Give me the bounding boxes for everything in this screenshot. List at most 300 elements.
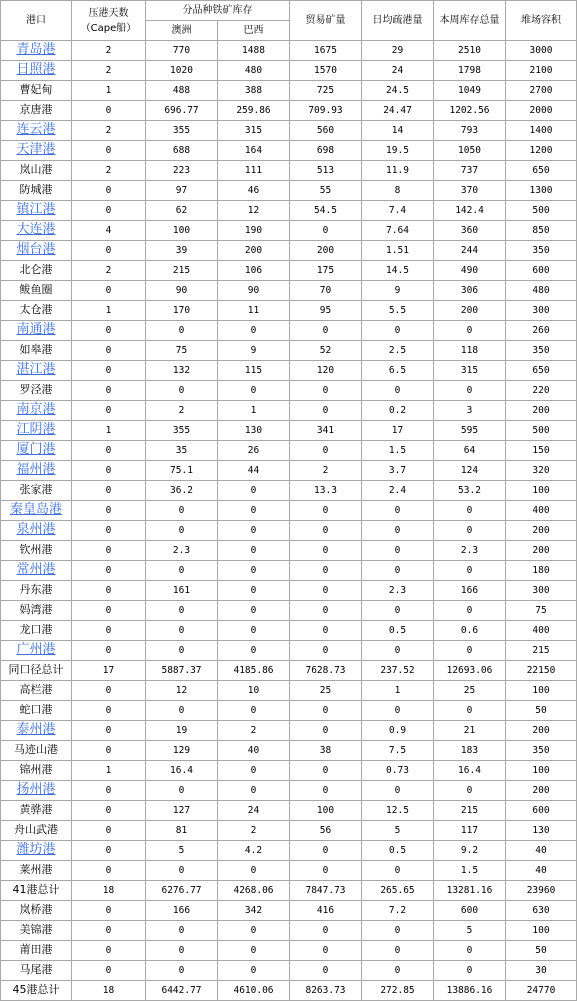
australia-cell: 0 <box>146 561 218 581</box>
days-cell: 0 <box>72 321 146 341</box>
weekly-total-cell: 13281.16 <box>434 881 506 901</box>
table-row <box>1 781 577 801</box>
table-row <box>1 921 577 941</box>
daily-clear-cell: 7.64 <box>362 221 434 241</box>
trade-ore-cell: 0 <box>290 941 362 961</box>
table-row <box>1 141 577 161</box>
yard-capacity-cell: 850 <box>506 221 577 241</box>
port-label[interactable]: 烟台港 <box>16 242 56 257</box>
daily-clear-cell: 265.65 <box>362 881 434 901</box>
port-name <box>1 801 72 821</box>
days-cell: 2 <box>72 41 146 61</box>
trade-ore-cell: 0 <box>290 321 362 341</box>
trade-ore-cell: 25 <box>290 681 362 701</box>
australia-cell: 0 <box>146 921 218 941</box>
yard-capacity-cell: 22150 <box>506 661 577 681</box>
trade-ore-cell: 7847.73 <box>290 881 362 901</box>
daily-clear-cell: 1 <box>362 681 434 701</box>
brazil-cell: 0 <box>218 601 290 621</box>
weekly-total-cell: 315 <box>434 361 506 381</box>
daily-clear-cell: 0 <box>362 601 434 621</box>
daily-clear-cell: 0.5 <box>362 621 434 641</box>
brazil-cell: 90 <box>218 281 290 301</box>
port-link[interactable] <box>1 421 72 441</box>
brazil-cell: 0 <box>218 921 290 941</box>
trade-ore-cell: 0 <box>290 641 362 661</box>
days-cell: 0 <box>72 461 146 481</box>
yard-capacity-cell: 1200 <box>506 141 577 161</box>
daily-clear-cell: 17 <box>362 421 434 441</box>
brazil-cell: 0 <box>218 521 290 541</box>
header-daily-clear: 日均疏港量 <box>362 1 434 41</box>
days-cell: 0 <box>72 361 146 381</box>
yard-capacity-cell: 150 <box>506 441 577 461</box>
trade-ore-cell: 0 <box>290 501 362 521</box>
australia-cell: 75.1 <box>146 461 218 481</box>
australia-cell: 215 <box>146 261 218 281</box>
table-row <box>1 981 577 1001</box>
brazil-cell: 2 <box>218 821 290 841</box>
brazil-cell: 0 <box>218 621 290 641</box>
brazil-cell: 0 <box>218 781 290 801</box>
port-label: 岚桥港 <box>19 903 53 916</box>
port-link[interactable] <box>1 641 72 661</box>
port-label[interactable]: 扬州港 <box>16 782 56 797</box>
brazil-cell: 130 <box>218 421 290 441</box>
trade-ore-cell: 0 <box>290 561 362 581</box>
days-cell: 0 <box>72 401 146 421</box>
weekly-total-cell: 0 <box>434 381 506 401</box>
port-link[interactable] <box>1 781 72 801</box>
port-label[interactable]: 大连港 <box>16 222 56 237</box>
days-cell: 0 <box>72 581 146 601</box>
weekly-total-cell: 370 <box>434 181 506 201</box>
table-row <box>1 661 577 681</box>
australia-cell: 100 <box>146 221 218 241</box>
table-row <box>1 801 577 821</box>
yard-capacity-cell: 400 <box>506 501 577 521</box>
port-link[interactable] <box>1 241 72 261</box>
port-link[interactable] <box>1 501 72 521</box>
australia-cell: 1020 <box>146 61 218 81</box>
yard-capacity-cell: 50 <box>506 941 577 961</box>
days-cell: 0 <box>72 781 146 801</box>
port-name <box>1 921 72 941</box>
port-label[interactable]: 秦皇岛港 <box>9 502 62 517</box>
daily-clear-cell: 0 <box>362 701 434 721</box>
daily-clear-cell: 12.5 <box>362 801 434 821</box>
weekly-total-cell: 0 <box>434 321 506 341</box>
australia-cell: 62 <box>146 201 218 221</box>
yard-capacity-cell: 220 <box>506 381 577 401</box>
daily-clear-cell: 9 <box>362 281 434 301</box>
trade-ore-cell: 0 <box>290 441 362 461</box>
port-label: 太仓港 <box>19 303 53 316</box>
port-label: 丹东港 <box>19 583 53 596</box>
trade-ore-cell: 0 <box>290 401 362 421</box>
port-name <box>1 941 72 961</box>
port-link[interactable] <box>1 41 72 61</box>
weekly-total-cell: 793 <box>434 121 506 141</box>
australia-cell: 16.4 <box>146 761 218 781</box>
port-name <box>1 101 72 121</box>
port-link[interactable] <box>1 521 72 541</box>
brazil-cell: 0 <box>218 701 290 721</box>
table-row <box>1 161 577 181</box>
header-inventory-group: 分品种铁矿库存 <box>146 1 290 21</box>
brazil-cell: 1 <box>218 401 290 421</box>
australia-cell: 0 <box>146 501 218 521</box>
port-label[interactable]: 厦门港 <box>16 442 56 457</box>
daily-clear-cell: 29 <box>362 41 434 61</box>
port-name <box>1 481 72 501</box>
daily-clear-cell: 7.4 <box>362 201 434 221</box>
port-link[interactable] <box>1 441 72 461</box>
yard-capacity-cell: 1300 <box>506 181 577 201</box>
yard-capacity-cell: 2000 <box>506 101 577 121</box>
days-cell: 1 <box>72 81 146 101</box>
days-cell: 0 <box>72 201 146 221</box>
daily-clear-cell: 0 <box>362 321 434 341</box>
yard-capacity-cell: 30 <box>506 961 577 981</box>
port-label: 如皋港 <box>19 343 53 356</box>
port-label[interactable]: 镇江港 <box>16 202 56 217</box>
table-row <box>1 761 577 781</box>
days-cell: 0 <box>72 961 146 981</box>
port-label[interactable]: 青岛港 <box>16 42 56 57</box>
australia-cell: 355 <box>146 121 218 141</box>
port-link[interactable] <box>1 461 72 481</box>
yard-capacity-cell: 75 <box>506 601 577 621</box>
yard-capacity-cell: 100 <box>506 681 577 701</box>
daily-clear-cell: 19.5 <box>362 141 434 161</box>
trade-ore-cell: 0 <box>290 221 362 241</box>
australia-cell: 488 <box>146 81 218 101</box>
port-link[interactable] <box>1 61 72 81</box>
daily-clear-cell: 11.9 <box>362 161 434 181</box>
port-link[interactable] <box>1 141 72 161</box>
port-name <box>1 181 72 201</box>
weekly-total-cell: 0 <box>434 701 506 721</box>
brazil-cell: 0 <box>218 561 290 581</box>
daily-clear-cell: 2.3 <box>362 581 434 601</box>
header-brazil: 巴西 <box>218 21 290 41</box>
port-label[interactable]: 常州港 <box>16 562 56 577</box>
weekly-total-cell: 215 <box>434 801 506 821</box>
australia-cell: 5887.37 <box>146 661 218 681</box>
port-link[interactable] <box>1 841 72 861</box>
brazil-cell: 259.86 <box>218 101 290 121</box>
port-name <box>1 901 72 921</box>
brazil-cell: 11 <box>218 301 290 321</box>
port-name <box>1 821 72 841</box>
yard-capacity-cell: 200 <box>506 721 577 741</box>
brazil-cell: 0 <box>218 481 290 501</box>
port-label: 张家港 <box>19 483 53 496</box>
yard-capacity-cell: 480 <box>506 281 577 301</box>
port-label: 莱州港 <box>19 863 53 876</box>
table-row <box>1 41 577 61</box>
port-label: 钦州港 <box>19 543 53 556</box>
days-cell: 18 <box>72 981 146 1001</box>
trade-ore-cell: 52 <box>290 341 362 361</box>
daily-clear-cell: 0.73 <box>362 761 434 781</box>
port-link[interactable] <box>1 361 72 381</box>
days-cell: 17 <box>72 661 146 681</box>
yard-capacity-cell: 100 <box>506 481 577 501</box>
australia-cell: 132 <box>146 361 218 381</box>
port-name <box>1 81 72 101</box>
australia-cell: 0 <box>146 321 218 341</box>
port-name <box>1 381 72 401</box>
weekly-total-cell: 16.4 <box>434 761 506 781</box>
australia-cell: 81 <box>146 821 218 841</box>
weekly-total-cell: 142.4 <box>434 201 506 221</box>
daily-clear-cell: 0 <box>362 921 434 941</box>
weekly-total-cell: 0 <box>434 521 506 541</box>
brazil-cell: 111 <box>218 161 290 181</box>
table-body <box>1 41 577 1001</box>
table-row <box>1 201 577 221</box>
days-cell: 0 <box>72 501 146 521</box>
yard-capacity-cell: 650 <box>506 361 577 381</box>
port-link[interactable] <box>1 561 72 581</box>
australia-cell: 688 <box>146 141 218 161</box>
port-name <box>1 861 72 881</box>
port-name <box>1 761 72 781</box>
trade-ore-cell: 95 <box>290 301 362 321</box>
yard-capacity-cell: 40 <box>506 861 577 881</box>
yard-capacity-cell: 200 <box>506 521 577 541</box>
daily-clear-cell: 1.5 <box>362 441 434 461</box>
daily-clear-cell: 0 <box>362 381 434 401</box>
australia-cell: 355 <box>146 421 218 441</box>
weekly-total-cell: 600 <box>434 901 506 921</box>
australia-cell: 5 <box>146 841 218 861</box>
weekly-total-cell: 595 <box>434 421 506 441</box>
table-row <box>1 341 577 361</box>
table-row <box>1 381 577 401</box>
australia-cell: 0 <box>146 601 218 621</box>
daily-clear-cell: 237.52 <box>362 661 434 681</box>
australia-cell: 75 <box>146 341 218 361</box>
trade-ore-cell: 416 <box>290 901 362 921</box>
days-cell: 0 <box>72 921 146 941</box>
daily-clear-cell: 0 <box>362 961 434 981</box>
table-row <box>1 101 577 121</box>
port-name <box>1 681 72 701</box>
port-label: 罗泾港 <box>19 383 53 396</box>
port-label: 北仑港 <box>19 263 53 276</box>
port-label[interactable]: 日照港 <box>16 62 56 77</box>
daily-clear-cell: 272.85 <box>362 981 434 1001</box>
brazil-cell: 0 <box>218 501 290 521</box>
australia-cell: 0 <box>146 641 218 661</box>
daily-clear-cell: 5.5 <box>362 301 434 321</box>
trade-ore-cell: 513 <box>290 161 362 181</box>
yard-capacity-cell: 300 <box>506 301 577 321</box>
trade-ore-cell: 13.3 <box>290 481 362 501</box>
brazil-cell: 4185.86 <box>218 661 290 681</box>
table-row <box>1 221 577 241</box>
weekly-total-cell: 13886.16 <box>434 981 506 1001</box>
weekly-total-cell: 244 <box>434 241 506 261</box>
yard-capacity-cell: 1400 <box>506 121 577 141</box>
trade-ore-cell: 8263.73 <box>290 981 362 1001</box>
port-label[interactable]: 广州港 <box>16 642 56 657</box>
yard-capacity-cell: 200 <box>506 541 577 561</box>
yard-capacity-cell: 500 <box>506 421 577 441</box>
yard-capacity-cell: 180 <box>506 561 577 581</box>
weekly-total-cell: 737 <box>434 161 506 181</box>
yard-capacity-cell: 320 <box>506 461 577 481</box>
brazil-cell: 0 <box>218 541 290 561</box>
weekly-total-cell: 0 <box>434 501 506 521</box>
port-label[interactable]: 泰州港 <box>16 722 56 737</box>
trade-ore-cell: 54.5 <box>290 201 362 221</box>
trade-ore-cell: 709.93 <box>290 101 362 121</box>
port-link[interactable] <box>1 401 72 421</box>
trade-ore-cell: 56 <box>290 821 362 841</box>
australia-cell: 0 <box>146 941 218 961</box>
yard-capacity-cell: 2100 <box>506 61 577 81</box>
port-label[interactable]: 连云港 <box>16 122 56 137</box>
days-cell: 0 <box>72 561 146 581</box>
brazil-cell: 1488 <box>218 41 290 61</box>
brazil-cell: 44 <box>218 461 290 481</box>
australia-cell: 0 <box>146 781 218 801</box>
yard-capacity-cell: 40 <box>506 841 577 861</box>
port-link[interactable] <box>1 721 72 741</box>
port-label[interactable]: 福州港 <box>16 462 56 477</box>
table-row <box>1 741 577 761</box>
trade-ore-cell: 0 <box>290 541 362 561</box>
port-label[interactable]: 南京港 <box>16 402 56 417</box>
port-label[interactable]: 天津港 <box>16 142 56 157</box>
port-link[interactable] <box>1 221 72 241</box>
port-label: 锦州港 <box>19 763 53 776</box>
table-row <box>1 641 577 661</box>
australia-cell: 770 <box>146 41 218 61</box>
daily-clear-cell: 7.5 <box>362 741 434 761</box>
trade-ore-cell: 0 <box>290 921 362 941</box>
port-label[interactable]: 南通港 <box>16 322 56 337</box>
daily-clear-cell: 24.47 <box>362 101 434 121</box>
australia-cell: 0 <box>146 621 218 641</box>
header-port: 港口 <box>1 1 72 41</box>
weekly-total-cell: 124 <box>434 461 506 481</box>
weekly-total-cell: 0 <box>434 641 506 661</box>
australia-cell: 36.2 <box>146 481 218 501</box>
trade-ore-cell: 0 <box>290 701 362 721</box>
table-row <box>1 321 577 341</box>
australia-cell: 0 <box>146 861 218 881</box>
brazil-cell: 200 <box>218 241 290 261</box>
brazil-cell: 12 <box>218 201 290 221</box>
table-row <box>1 821 577 841</box>
brazil-cell: 4610.06 <box>218 981 290 1001</box>
table-row <box>1 301 577 321</box>
days-cell: 0 <box>72 101 146 121</box>
port-label[interactable]: 湛江港 <box>16 362 56 377</box>
trade-ore-cell: 1570 <box>290 61 362 81</box>
daily-clear-cell: 24 <box>362 61 434 81</box>
australia-cell: 2.3 <box>146 541 218 561</box>
days-cell: 0 <box>72 381 146 401</box>
days-cell: 0 <box>72 601 146 621</box>
brazil-cell: 480 <box>218 61 290 81</box>
port-name <box>1 981 72 1001</box>
port-label[interactable]: 泉州港 <box>16 522 56 537</box>
australia-cell: 166 <box>146 901 218 921</box>
daily-clear-cell: 0 <box>362 521 434 541</box>
trade-ore-cell: 0 <box>290 721 362 741</box>
brazil-cell: 46 <box>218 181 290 201</box>
days-cell: 2 <box>72 121 146 141</box>
days-cell: 2 <box>72 261 146 281</box>
daily-clear-cell: 6.5 <box>362 361 434 381</box>
table-row <box>1 721 577 741</box>
port-link[interactable] <box>1 321 72 341</box>
yard-capacity-cell: 600 <box>506 801 577 821</box>
yard-capacity-cell: 200 <box>506 401 577 421</box>
trade-ore-cell: 38 <box>290 741 362 761</box>
brazil-cell: 0 <box>218 321 290 341</box>
port-name <box>1 281 72 301</box>
australia-cell: 0 <box>146 521 218 541</box>
port-label: 莆田港 <box>19 943 53 956</box>
port-link[interactable] <box>1 121 72 141</box>
yard-capacity-cell: 650 <box>506 161 577 181</box>
australia-cell: 39 <box>146 241 218 261</box>
port-label: 舟山武港 <box>14 823 58 836</box>
australia-cell: 129 <box>146 741 218 761</box>
daily-clear-cell: 0 <box>362 781 434 801</box>
weekly-total-cell: 183 <box>434 741 506 761</box>
daily-clear-cell: 8 <box>362 181 434 201</box>
days-cell: 0 <box>72 641 146 661</box>
port-name <box>1 701 72 721</box>
table-row <box>1 941 577 961</box>
brazil-cell: 2 <box>218 721 290 741</box>
days-cell: 0 <box>72 141 146 161</box>
days-cell: 4 <box>72 221 146 241</box>
daily-clear-cell: 3.7 <box>362 461 434 481</box>
days-cell: 2 <box>72 161 146 181</box>
port-label[interactable]: 潍坊港 <box>16 842 56 857</box>
weekly-total-cell: 306 <box>434 281 506 301</box>
brazil-cell: 106 <box>218 261 290 281</box>
days-cell: 0 <box>72 181 146 201</box>
port-name <box>1 541 72 561</box>
australia-cell: 97 <box>146 181 218 201</box>
brazil-cell: 115 <box>218 361 290 381</box>
port-label[interactable]: 江阴港 <box>16 422 56 437</box>
yard-capacity-cell: 100 <box>506 761 577 781</box>
australia-cell: 19 <box>146 721 218 741</box>
weekly-total-cell: 3 <box>434 401 506 421</box>
brazil-cell: 0 <box>218 581 290 601</box>
australia-cell: 6276.77 <box>146 881 218 901</box>
daily-clear-cell: 24.5 <box>362 81 434 101</box>
days-cell: 0 <box>72 621 146 641</box>
table-row <box>1 181 577 201</box>
port-name <box>1 741 72 761</box>
days-cell: 1 <box>72 761 146 781</box>
yard-capacity-cell: 300 <box>506 581 577 601</box>
table-row <box>1 621 577 641</box>
port-link[interactable] <box>1 201 72 221</box>
